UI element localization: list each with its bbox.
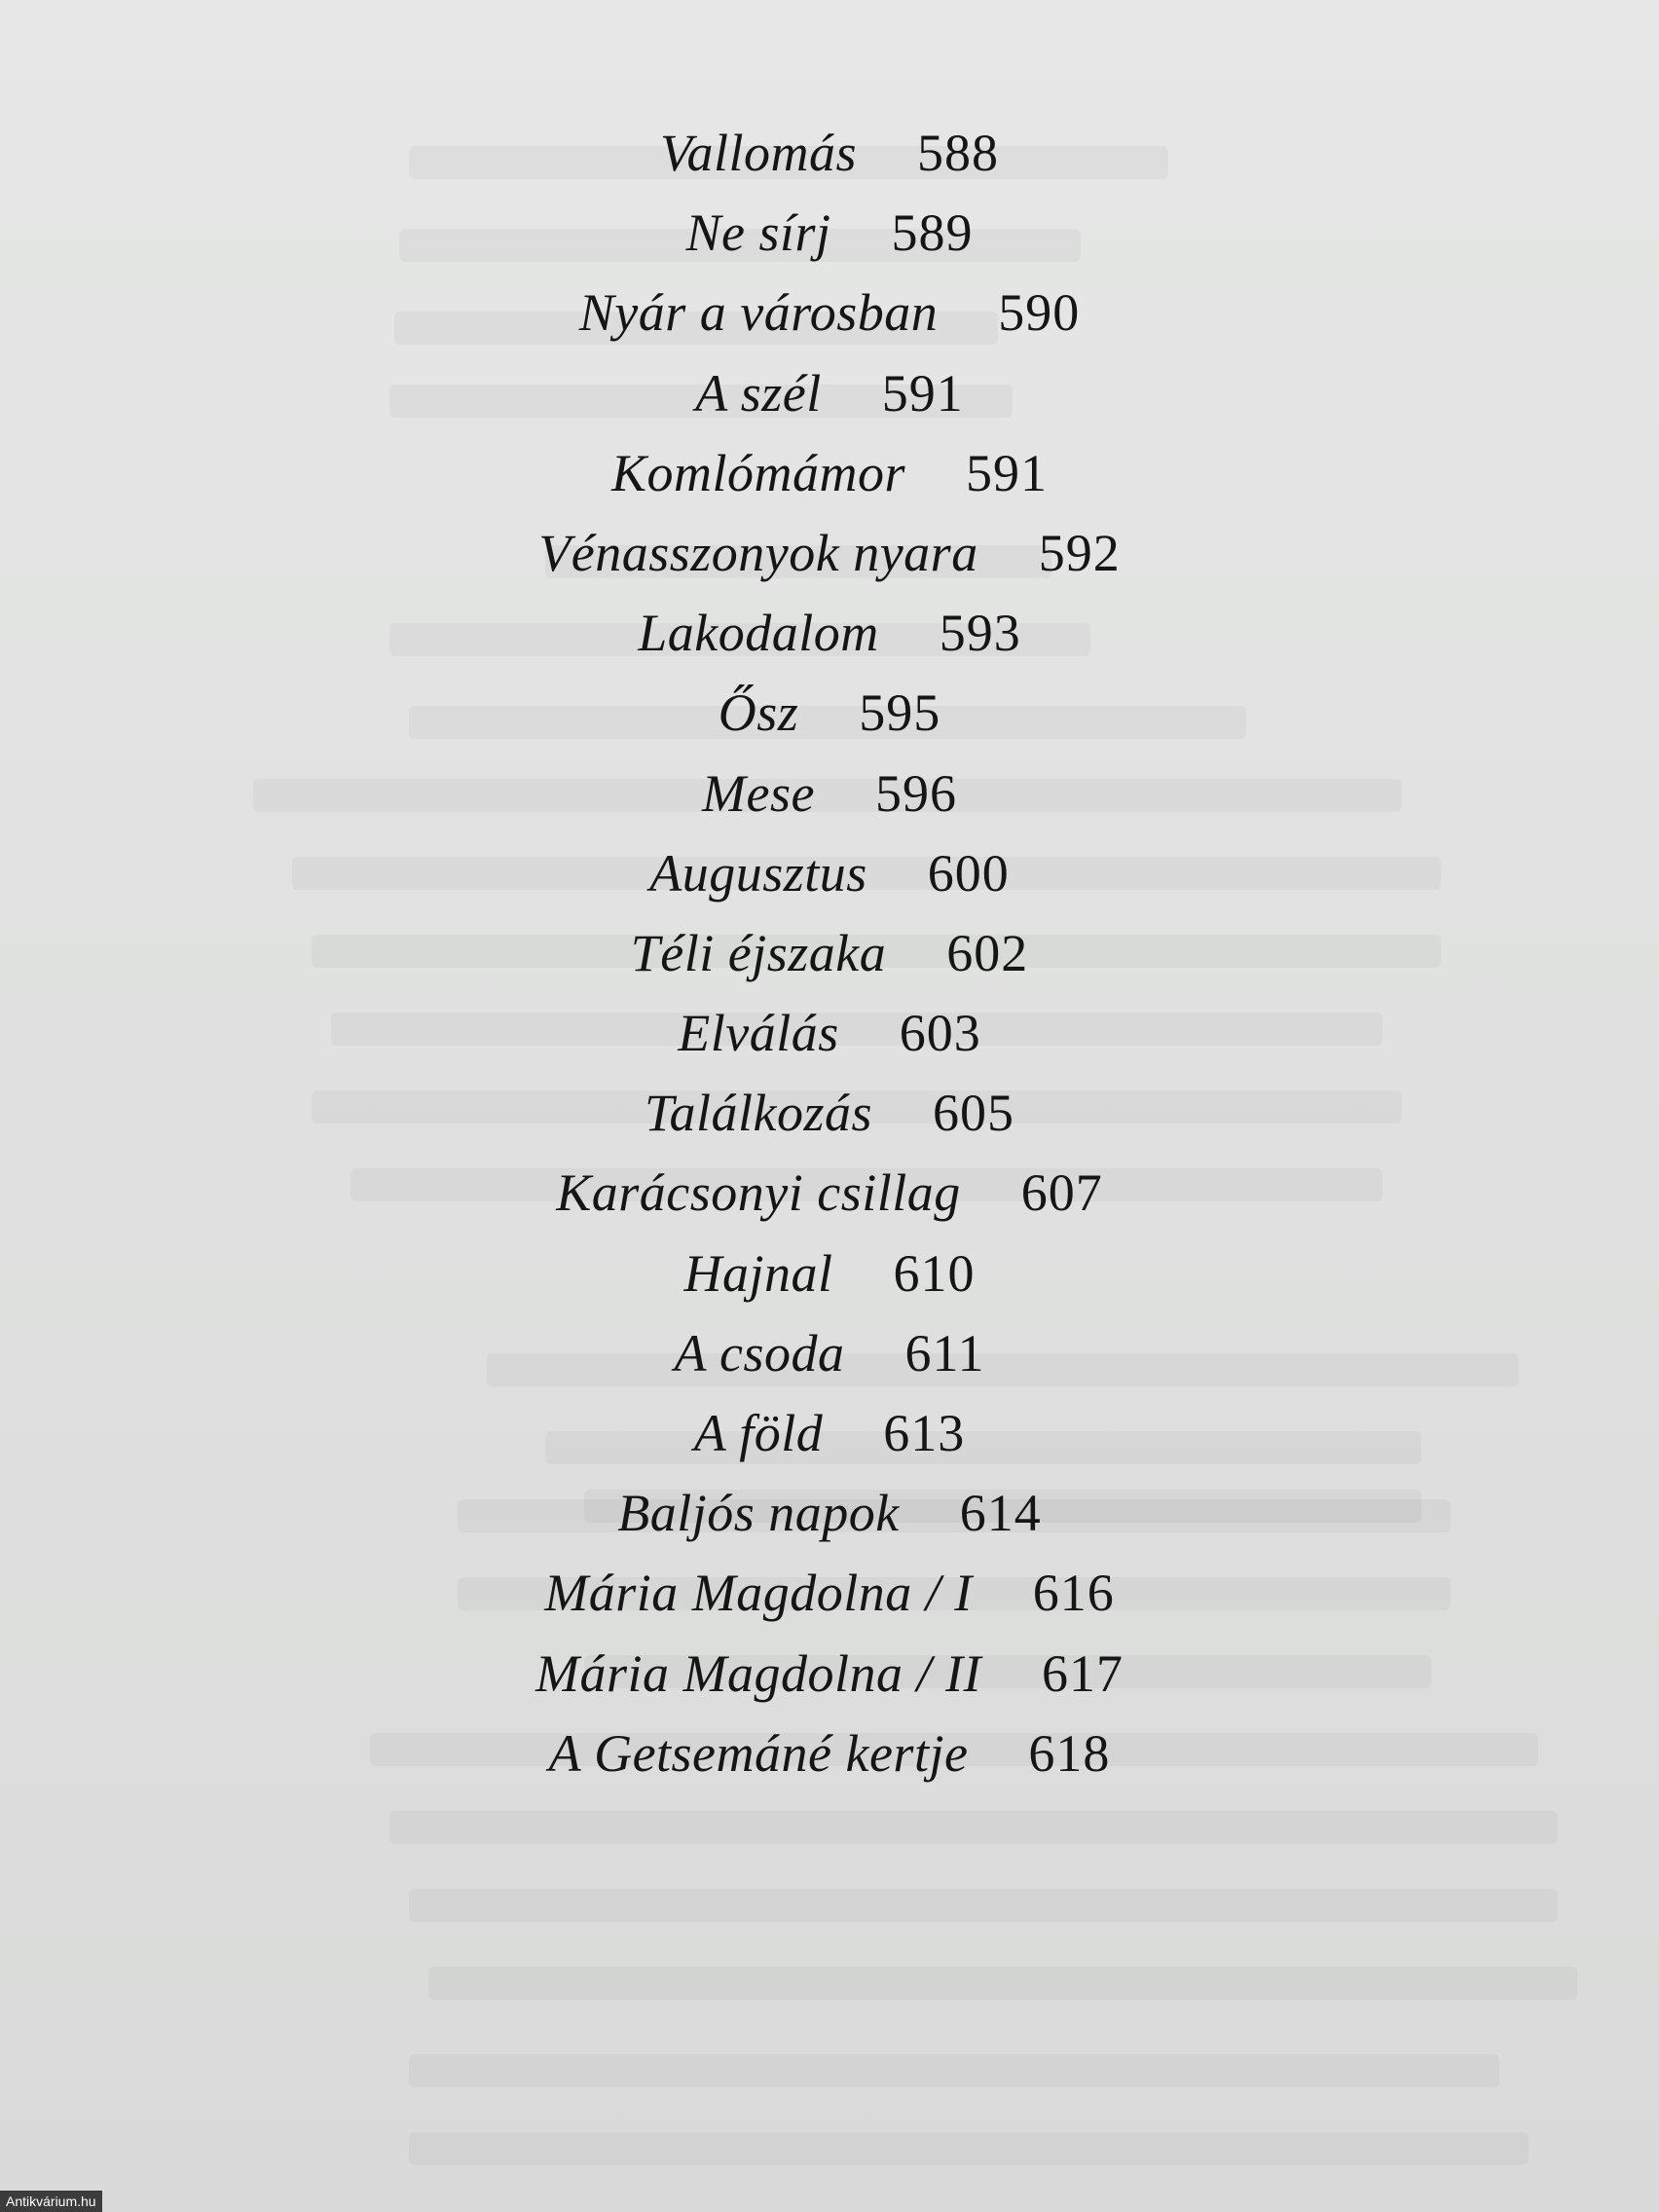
toc-entry: [0, 993, 1659, 1073]
toc-entry-title: Baljós napok: [617, 1484, 900, 1543]
toc-entry: [0, 113, 1659, 193]
toc-entry: [0, 433, 1659, 513]
toc-entry-page-number: 618: [1028, 1723, 1111, 1783]
toc-entry-page-number: 614: [959, 1484, 1042, 1543]
toc-entry-title: Ősz: [718, 683, 799, 743]
toc-entry-page-number: 613: [883, 1404, 966, 1462]
toc-entry: [0, 1634, 1659, 1714]
toc-entry-page-number: 617: [1041, 1643, 1124, 1703]
toc-entry-title: A szél: [695, 363, 822, 423]
toc-entry: [0, 1073, 1659, 1153]
toc-entry-title: Hajnal: [683, 1243, 833, 1303]
table-of-contents: [0, 113, 1659, 1793]
toc-entry: [0, 593, 1659, 673]
toc-entry-page-number: 591: [966, 443, 1049, 502]
toc-entry: [0, 833, 1659, 913]
toc-entry-page-number: 600: [927, 843, 1010, 903]
toc-entry: [0, 1393, 1659, 1473]
toc-entry-page-number: 611: [904, 1323, 985, 1382]
toc-entry-title: Komlómámor: [610, 443, 906, 502]
toc-entry: [0, 1313, 1659, 1393]
toc-entry-page-number: 593: [939, 604, 1021, 663]
toc-entry-title: Augusztus: [649, 843, 867, 903]
toc-entry: [0, 1153, 1659, 1233]
toc-entry-title: Vénasszonyok nyara: [538, 523, 978, 582]
toc-entry-page-number: 602: [946, 923, 1029, 982]
toc-entry-title: Téli éjszaka: [630, 923, 887, 982]
toc-entry: [0, 353, 1659, 433]
toc-entry-page-number: 591: [881, 363, 964, 423]
toc-entry: [0, 1553, 1659, 1633]
toc-entry-page-number: 603: [899, 1004, 981, 1063]
toc-entry: [0, 1234, 1659, 1313]
toc-entry-page-number: 610: [893, 1243, 976, 1303]
toc-entry-title: Mária Magdolna / I: [544, 1564, 973, 1623]
toc-entry: [0, 673, 1659, 753]
toc-entry: [0, 754, 1659, 833]
toc-entry-title: Elválás: [678, 1004, 839, 1063]
toc-entry-title: Mese: [702, 763, 815, 823]
toc-entry-title: Ne sírj: [685, 203, 831, 263]
toc-entry-page-number: 605: [933, 1084, 1015, 1143]
toc-entry: [0, 513, 1659, 593]
toc-entry-page-number: 607: [1020, 1163, 1103, 1223]
toc-entry-title: A föld: [693, 1404, 824, 1462]
site-watermark: Antikvárium.hu: [0, 2191, 102, 2212]
toc-entry-page-number: 590: [998, 283, 1081, 343]
toc-entry-page-number: 595: [859, 683, 941, 743]
toc-entry-title: Találkozás: [644, 1084, 873, 1143]
toc-entry-title: Vallomás: [659, 124, 858, 182]
toc-entry-title: Karácsonyi csillag: [556, 1163, 961, 1223]
toc-entry-page-number: 616: [1032, 1564, 1115, 1623]
toc-entry: [0, 1473, 1659, 1553]
toc-entry-title: Lakodalom: [638, 604, 879, 663]
toc-entry-page-number: 592: [1038, 523, 1121, 582]
toc-entry-page-number: 589: [891, 203, 974, 263]
toc-entry-title: Mária Magdolna / II: [535, 1643, 981, 1703]
toc-entry-page-number: 588: [917, 124, 1000, 182]
toc-entry: [0, 273, 1659, 352]
toc-entry-title: Nyár a városban: [578, 283, 939, 343]
toc-entry: [0, 193, 1659, 273]
toc-entry: [0, 913, 1659, 993]
toc-entry-title: A csoda: [674, 1323, 845, 1382]
toc-entry-title: A Getsemáné kertje: [548, 1723, 969, 1783]
toc-entry-page-number: 596: [874, 763, 957, 823]
toc-entry: [0, 1714, 1659, 1793]
